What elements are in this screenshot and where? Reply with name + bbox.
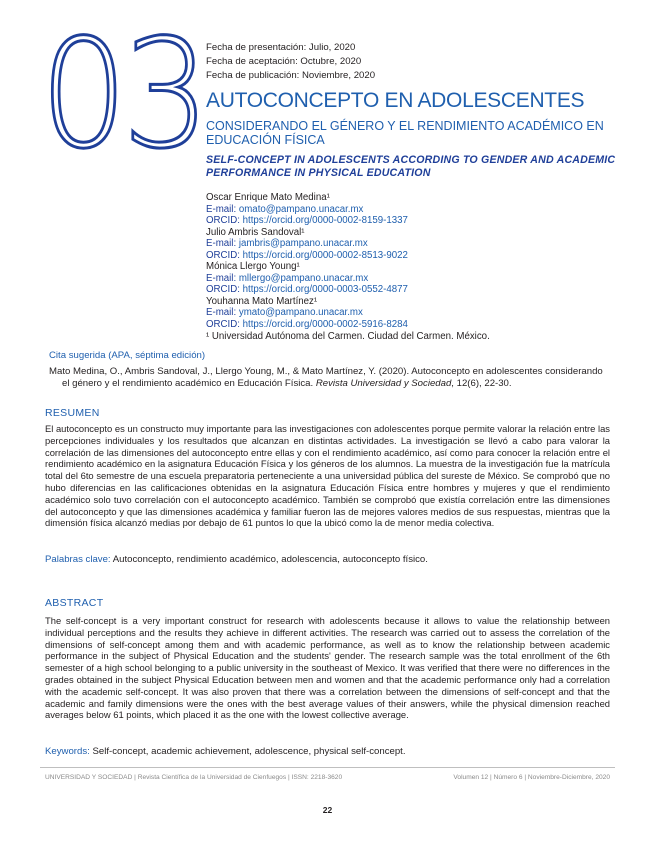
affiliation: ¹ Universidad Autónoma del Carmen. Ciudad del Carmen. México. — [206, 330, 490, 342]
author-list — [206, 192, 490, 342]
citation-journal: Revista Universidad y Sociedad — [315, 378, 452, 389]
footer-divider — [40, 767, 615, 768]
orcid-label: ORCID: — [206, 215, 243, 227]
author-block — [206, 261, 490, 296]
author-name: Mónica Llergo Young¹ — [206, 261, 300, 273]
author-email-link[interactable]: ymato@pampano.unacar.mx — [238, 307, 363, 319]
keywords-en: Self-concept, academic achievement, adolescence, physical self-concept. — [92, 746, 406, 757]
footer-journal-info: UNIVERSIDAD Y SOCIEDAD | Revista Científica de la Universidad de Cienfuegos | ISSN: 2218-3620 — [45, 774, 343, 781]
citation-volume: , 12(6), 22-30. — [451, 378, 512, 389]
author-email-link[interactable]: mllergo@pampano.unacar.mx — [238, 272, 369, 284]
abstract-heading: ABSTRACT — [45, 597, 104, 609]
keywords-label-es: Palabras clave: — [45, 554, 113, 565]
title-english: SELF-CONCEPT IN ADOLESCENTS ACCORDING TO GENDER AND ACADEMIC PERFORMANCE IN PHYSICAL EDUCATION — [206, 154, 616, 179]
author-block — [206, 227, 490, 262]
keywords-label-en: Keywords: — [45, 746, 93, 757]
orcid-label: ORCID: — [206, 249, 243, 261]
abstract-body: The self-concept is a very important construct for research with adolescents because it allows to value the relationship between individual perceptions and the results they achieve in different activities. The research was carried out to assess the correlation of the dimensions of self-concept among them and with academic performance, as well as to know the relationship between academic performance in the subject of Physical Education and the students' gender. The research sample was the total enrollment of the 6th semester of a high school belonging to a public university in the southeast of Mexico. It was verified that there were no differences in the grades obtained in the subject Physical Education between men and women and that the academic performance only had a correlation with the academic self-concept. It was also proven that there was a correlation between the dimensions of self-concept and that the academic and family dimensions were the ones with the best average values of their answers, while the physical dimension reached averages below 61 points, which placed it as the one with the lowest collective average. — [45, 615, 610, 721]
resumen-keywords — [45, 554, 610, 565]
citation-text — [49, 366, 609, 390]
author-orcid-link[interactable]: https://orcid.org/0000-0002-8513-9022 — [242, 249, 408, 261]
title-spanish: AUTOCONCEPTO EN ADOLESCENTES — [206, 89, 585, 112]
author-block — [206, 192, 490, 227]
author-orcid-link[interactable]: https://orcid.org/0000-0002-5916-8284 — [242, 319, 408, 331]
author-name: Oscar Enrique Mato Medina¹ — [206, 192, 330, 203]
citation-authors-title: Mato Medina, O., Ambris Sandoval, J., Llergo Young, M., & Mato Martínez, Y. (2020). Autoconcepto en adolescentes considerando el género y el rendimiento académico en Educación Física. — [49, 366, 603, 389]
author-name: Julio Ambris Sandoval¹ — [206, 226, 305, 238]
date-published: Fecha de publicación: Noviembre, 2020 — [206, 70, 376, 81]
subtitle-spanish: CONSIDERANDO EL GÉNERO Y EL RENDIMIENTO ACADÉMICO EN EDUCACIÓN FÍSICA — [206, 119, 604, 147]
author-email-link[interactable]: jambris@pampano.unacar.mx — [238, 238, 368, 250]
author-name: Youhanna Mato Martínez¹ — [206, 295, 318, 307]
article-number: 03 — [40, 8, 205, 182]
resumen-body: El autoconcepto es un constructo muy importante para las investigaciones con adolescentes porque permite valorar la relación entre las percepciones individuales y los resultados que alcanzan en distintas actividades. La investigación se llevó a cabo para valorar la correlación de las dimensiones del autoconcepto entre ellas y con el rendimiento académico, así como para conocer la relación entre el rendimiento académico en la asignatura Educación Física y los géneros de los alumnos. La muestra de la investigación fue la matrícula total del 6to semestre de una escuela preparatoria perteneciente a una universidad pública del sureste de México. Se comprobó que no hubo diferencias en las calificaciones obtenidas en la asignatura Educación Física entre hombres y mujeres y que el rendimiento académico solo tuvo correlación con el autoconcepto académico. También se comprobó que existía correlación entre las dimensiones del autoconcepto y que las dimensiones académica y familiar fueron las de mejores valores medios de sus respuestas, mientras que la dimensión física alcanzó medias por debajo de 61 puntos lo que la ubicó como la de menor media colectiva. — [45, 423, 610, 529]
orcid-label: ORCID: — [206, 284, 243, 296]
abstract-keywords — [45, 746, 610, 757]
publication-dates — [206, 41, 375, 83]
footer-issue-info: Volumen 12 | Número 6 | Noviembre-Diciembre, 2020 — [453, 774, 610, 781]
email-label: E-mail: — [206, 238, 239, 250]
keywords-es: Autoconcepto, rendimiento académico, adolescencia, autoconcepto físico. — [112, 554, 428, 565]
citation-label: Cita sugerida (APA, séptima edición) — [49, 350, 206, 361]
author-orcid-link[interactable]: https://orcid.org/0000-0002-8159-1337 — [242, 215, 408, 227]
author-orcid-link[interactable]: https://orcid.org/0000-0003-0552-4877 — [242, 284, 408, 296]
date-submitted: Fecha de presentación: Julio, 2020 — [206, 42, 356, 53]
page-number: 22 — [322, 805, 333, 815]
author-block — [206, 296, 490, 331]
email-label: E-mail: — [206, 307, 239, 319]
email-label: E-mail: — [206, 203, 239, 215]
orcid-label: ORCID: — [206, 319, 243, 331]
email-label: E-mail: — [206, 272, 239, 284]
author-email-link[interactable]: omato@pampano.unacar.mx — [238, 203, 364, 215]
date-accepted: Fecha de aceptación: Octubre, 2020 — [206, 56, 362, 67]
resumen-heading: RESUMEN — [45, 407, 100, 419]
